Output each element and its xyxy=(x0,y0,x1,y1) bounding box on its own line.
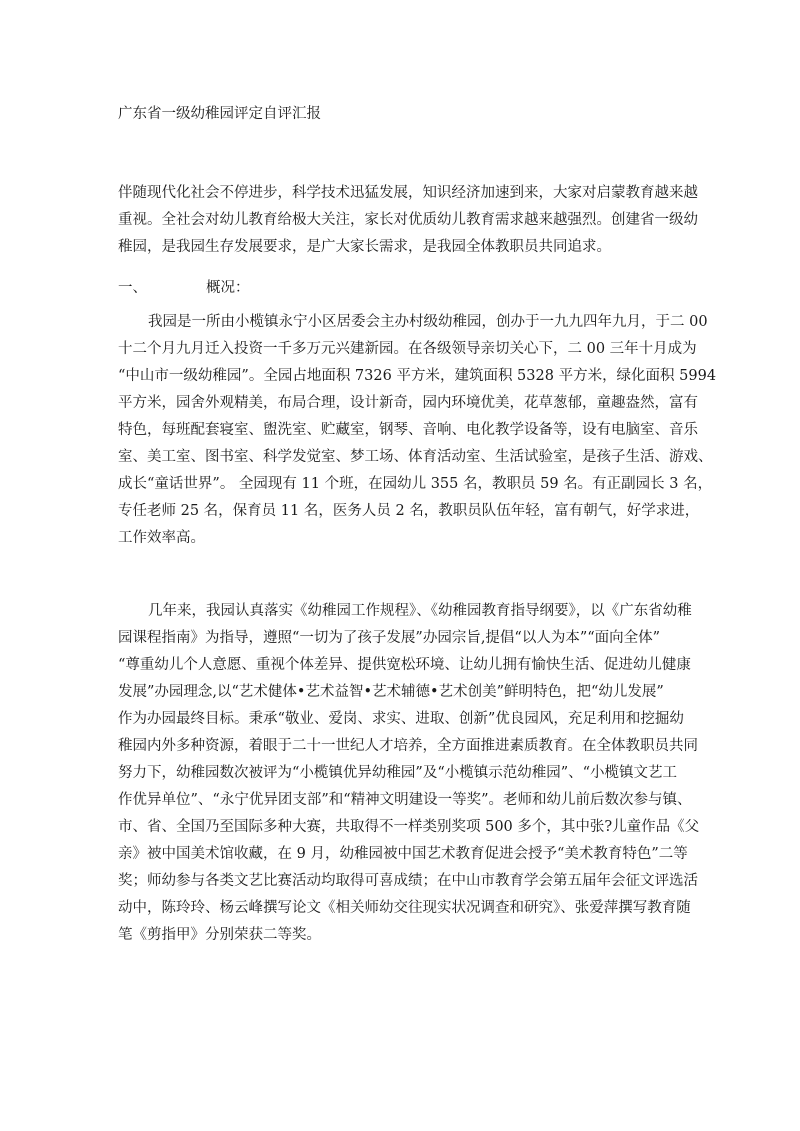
paragraph-line: 笔《剪指甲》分别荣获二等奖。 xyxy=(118,927,321,943)
paragraph-line: “中山市一级幼稚园”。全园占地面积 7326 平方米，建筑面积 5328 平方米，绿化面积 5994 xyxy=(118,368,717,384)
paragraph-line: 作优异单位”、“永宁优异团支部”和“精神文明建设一等奖”。老师和幼儿前后数次参与镇、 xyxy=(118,792,692,808)
paragraph-line: 十二个月九月迁入投资一千多万元兴建新园。在各级领导亲切关心下，二 00 三年十月成为 xyxy=(118,341,697,357)
paragraph-line: 平方米，园舍外观精美，布局合理，设计新奇，园内环境优美，花草葱郁，童趣盎然，富有 xyxy=(118,395,698,411)
paragraph-line: 亲》被中国美术馆收藏，在 9 月，幼稚园被中国艺术教育促进会授予“美术教育特色”二等 xyxy=(118,846,688,862)
paragraph-line: 奖；师幼参与各类文艺比赛活动均取得可喜成绩；在中山市教育学会第五届年会征文评选活 xyxy=(118,873,698,889)
overview-paragraph xyxy=(118,309,717,552)
section-number: 一、 xyxy=(118,280,147,296)
intro-line: 稚园，是我园生存发展要求，是广大家长需求，是我园全体教职员共同追求。 xyxy=(118,239,611,255)
paragraph-line: 园课程指南》为指导，遵照“一切为了孩子发展”办园宗旨,提倡“以人为本”“面向全体” xyxy=(118,630,661,646)
paragraph-line: 市、省、全国乃至国际多种大赛，共取得不一样类别奖项 500 多个，其中张?儿童作品《父 xyxy=(118,819,700,835)
paragraph-line: 作为办园最终目标。秉承“敬业、爱岗、求实、进取、创新”优良园风，充足利用和挖掘幼 xyxy=(118,711,684,727)
paragraph-line: “尊重幼儿个人意愿、重视个体差异、提供宽松环境、让幼儿拥有愉快生活、促进幼儿健康 xyxy=(118,657,691,673)
paragraph-line: 动中，陈玲玲、杨云峰撰写论文《相关师幼交往现实状况调查和研究》、张爱萍撰写教育随 xyxy=(118,900,691,916)
document-title: 广东省一级幼稚园评定自评汇报 xyxy=(118,106,321,122)
intro-paragraph xyxy=(118,180,698,261)
paragraph-line: 稚园内外多种资源，着眼于二十一世纪人才培养，全方面推进素质教育。在全体教职员共同 xyxy=(118,738,698,754)
paragraph-line: 专任老师 25 名，保育员 11 名，医务人员 2 名，教职员队伍年轻，富有朝气，好学求进， xyxy=(118,503,700,519)
paragraph-line: 工作效率高。 xyxy=(118,530,205,546)
paragraph-line: 室、美工室、图书室、科学发觉室、梦工场、体育活动室、生活试验室，是孩子生活、游戏、 xyxy=(118,449,713,465)
paragraph-line: 几年来，我园认真落实《幼稚园工作规程》、《幼稚园教育指导纲要》，以《广东省幼稚 xyxy=(148,603,692,619)
paragraph-line: 努力下，幼稚园数次被评为“小榄镇优异幼稚园”及“小榄镇示范幼稚园”、“小榄镇文艺工 xyxy=(118,765,678,781)
paragraph-line: 特色，每班配套寝室、盥洗室、贮藏室，钢琴、音响、电化教学设备等，设有电脑室、音乐 xyxy=(118,422,698,438)
intro-line: 重视。全社会对幼儿教育给极大关注，家长对优质幼儿教育需求越来越强烈。创建省一级幼 xyxy=(118,212,698,228)
intro-line: 伴随现代化社会不停进步，科学技术迅猛发展，知识经济加速到来，大家对启蒙教育越来越 xyxy=(118,185,698,201)
paragraph-line: 成长“童话世界”。 全园现有 11 个班，在园幼儿 355 名，教职员 59 名。有正副园长 3 名， xyxy=(118,476,713,492)
section-title: 概况： xyxy=(206,280,250,296)
paragraph-line: 发展”办园理念,以“艺术健体•艺术益智•艺术辅德•艺术创美”鲜明特色，把“幼儿发展” xyxy=(118,684,664,700)
section-heading xyxy=(118,275,250,302)
paragraph-line: 我园是一所由小榄镇永宁小区居委会主办村级幼稚园，创办于一九九四年九月，于二 00 xyxy=(148,314,708,330)
achievements-paragraph xyxy=(118,598,700,949)
